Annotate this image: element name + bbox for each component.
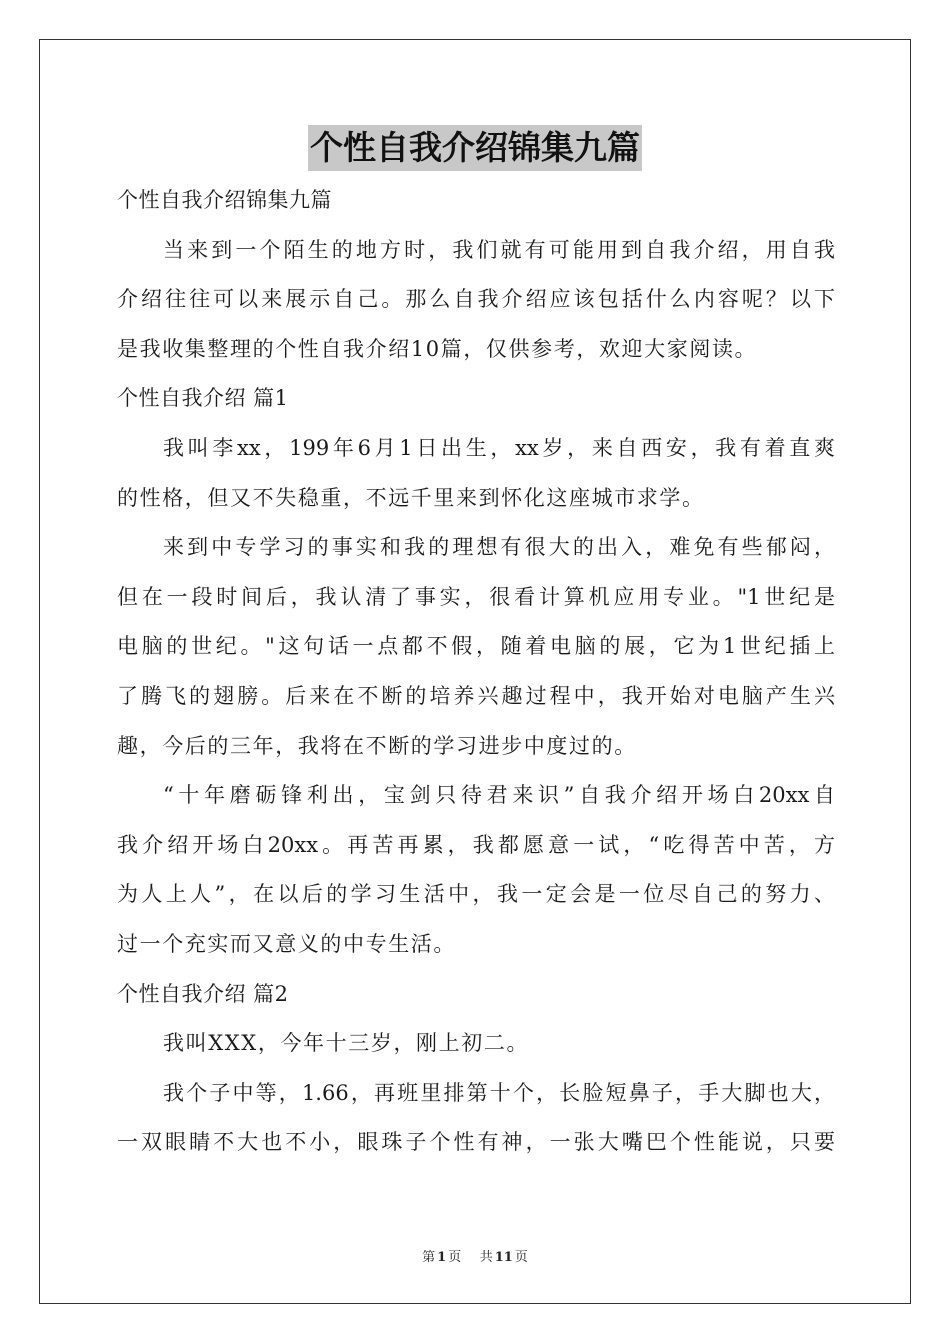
text-line: 我叫李xx，199年6月1日出生，xx岁，来自西安，我有着直爽 <box>163 435 835 460</box>
text-line: 我个子中等，1.66，再班里排第十个，长脸短鼻子，手大脚也大， <box>163 1080 835 1105</box>
text-line: 的性格，但又不失稳重，不远千里来到怀化这座城市求学。 <box>117 485 705 510</box>
text-line: 了腾飞的翅膀。后来在不断的培养兴趣过程中，我开始对电脑产生兴 <box>117 683 835 708</box>
footer-page-current: 1 <box>437 1250 447 1265</box>
text-line: 一双眼睛不大也不小，眼珠子个性有神，一张大嘴巴个性能说，只要 <box>117 1130 835 1155</box>
footer-total-pages: 11 <box>494 1250 513 1265</box>
footer-page-prefix: 第 <box>422 1250 436 1265</box>
text-line: 介绍往往可以来展示自己。那么自我介绍应该包括什么内容呢？以下 <box>117 287 835 312</box>
text-line: 过一个充实而又意义的中专生活。 <box>117 931 456 956</box>
text-line: 但在一段时间后，我认清了事实，很看计算机应用专业。"1世纪是 <box>117 584 835 609</box>
text-line: 是我收集整理的个性自我介绍10篇，仅供参考，欢迎大家阅读。 <box>117 336 758 361</box>
text-line: “十年磨砺锋利出，宝剑只待君来识”自我介绍开场白20xx自 <box>163 783 835 808</box>
text-line: 来到中专学习的事实和我的理想有很大的出入，难免有些郁闷， <box>163 535 835 560</box>
section-heading: 个性自我介绍锦集九篇 <box>117 188 332 212</box>
text-line: 我介绍开场白20xx。再苦再累，我都愿意一试，“吃得苦中苦，方 <box>117 832 835 857</box>
footer-total-suffix: 页 <box>514 1250 528 1265</box>
text-line: 当来到一个陌生的地方时，我们就有可能用到自我介绍，用自我 <box>163 237 835 262</box>
section-heading: 个性自我介绍 篇2 <box>117 981 289 1006</box>
text-line: 电脑的世纪。"这句话一点都不假，随着电脑的展，它为1世纪插上 <box>117 634 835 659</box>
text-line: 为人上人”，在以后的学习生活中，我一定会是一位尽自己的努力、 <box>117 882 835 907</box>
text-line: 我叫XXX，今年十三岁，刚上初二。 <box>163 1031 530 1056</box>
text-line: 趣，今后的三年，我将在不断的学习进步中度过的。 <box>117 733 637 758</box>
section-heading: 个性自我介绍 篇1 <box>117 386 289 411</box>
footer-page-suffix: 页 <box>448 1250 462 1265</box>
document-body <box>117 176 835 1168</box>
title-container <box>0 125 950 171</box>
page-footer <box>0 1246 950 1265</box>
footer-total-prefix: 共 <box>479 1250 493 1265</box>
document-title: 个性自我介绍锦集九篇 <box>308 125 642 171</box>
